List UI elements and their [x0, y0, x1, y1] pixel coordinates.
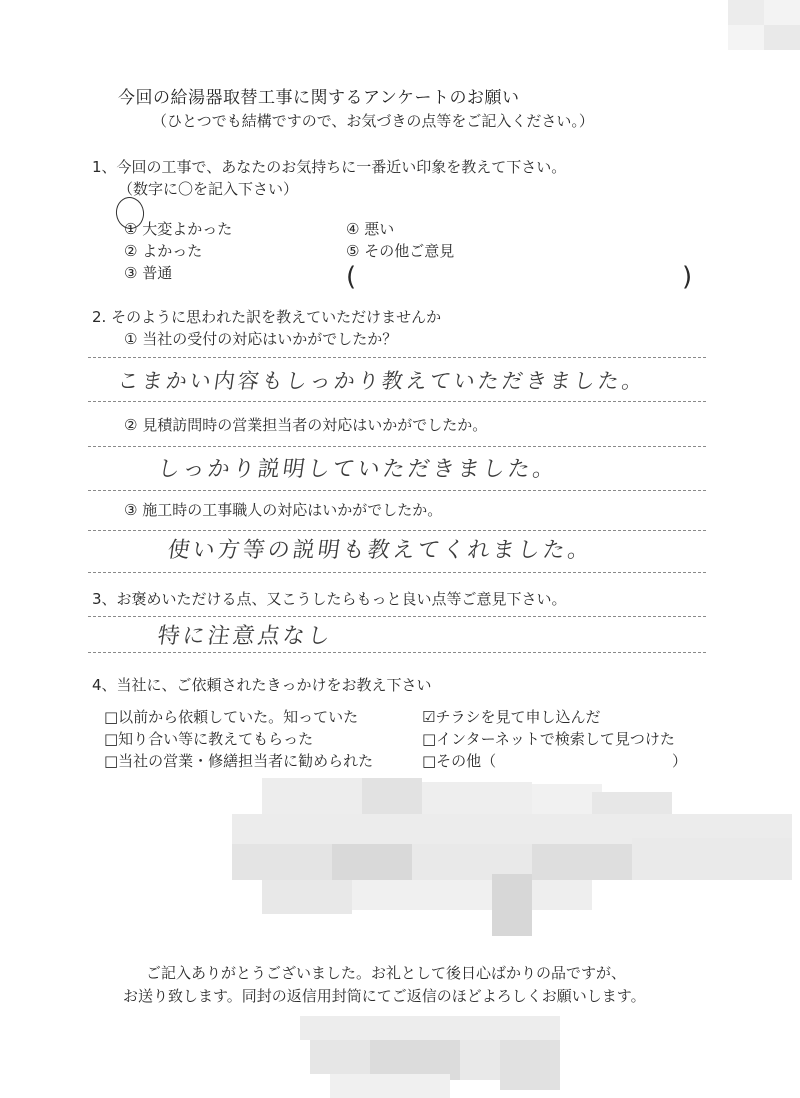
- q4-left-option-3[interactable]: □当社の営業・修繕担当者に勧められた: [104, 752, 374, 770]
- q1-other-close-paren: ): [682, 262, 693, 292]
- q1-option-3[interactable]: ③ 普通: [124, 264, 173, 282]
- q4-right-option-1[interactable]: ☑チラシを見て申し込んだ: [422, 708, 601, 726]
- answer-rule: [88, 652, 706, 653]
- answer-rule: [88, 490, 706, 491]
- q2-sub1: ① 当社の受付の対応はいかがでしたか？: [124, 330, 398, 348]
- q4-right-option-3[interactable]: □その他（: [422, 752, 497, 770]
- survey-title: 今回の給湯器取替工事に関するアンケートのお願い: [118, 88, 520, 108]
- q3-question: 3、お褒めいただける点、又こうしたらもっと良い点等ご意見下さい。: [92, 590, 567, 608]
- q2-answer2-handwriting: しっかり説明していただきました。: [155, 457, 560, 482]
- q4-other-close-paren: ）: [672, 752, 688, 770]
- redacted-personal-info: [232, 778, 792, 936]
- survey-subtitle: （ひとつでも結構ですので、お気づきの点等をご記入ください。）: [152, 112, 594, 130]
- q4-right-option-2[interactable]: □インターネットで検索して見つけた: [422, 730, 675, 748]
- q3-answer-handwriting: 特に注意点なし: [155, 624, 335, 649]
- q1-instruction: （数字に〇を記入下さい）: [118, 180, 299, 198]
- answer-rule: [88, 446, 706, 447]
- q2-question: 2. そのように思われた訳を教えていただけませんか: [92, 308, 442, 326]
- closing-line-2: お送り致します。同封の返信用封筒にてご返信のほどよろしくお願いします。: [123, 987, 646, 1005]
- q4-left-option-1[interactable]: □以前から依頼していた。知っていた: [104, 708, 359, 726]
- q1-option-5[interactable]: ⑤ その他ご意見: [346, 242, 455, 260]
- redacted-corner: [728, 0, 800, 50]
- q1-option-4[interactable]: ④ 悪い: [346, 220, 395, 238]
- answer-rule: [88, 401, 706, 402]
- answer-rule: [88, 616, 706, 617]
- answer-rule: [88, 530, 706, 531]
- q1-question: 1、今回の工事で、あなたのお気持ちに一番近い印象を教えて下さい。: [92, 158, 567, 176]
- q1-option-2[interactable]: ② よかった: [124, 242, 203, 260]
- redacted-footer: [300, 1016, 560, 1098]
- q2-sub2: ② 見積訪問時の営業担当者の対応はいかがでしたか。: [124, 416, 488, 434]
- q2-answer1-handwriting: こまかい内容もしっかり教えていただきました。: [116, 369, 648, 393]
- q4-question: 4、当社に、ご依頼されたきっかけをお教え下さい: [92, 676, 432, 694]
- q1-other-open-paren: (: [346, 262, 357, 292]
- q2-sub3: ③ 施工時の工事職人の対応はいかがでしたか。: [124, 501, 443, 519]
- q4-left-option-2[interactable]: □知り合い等に教えてもらった: [104, 730, 314, 748]
- q2-answer3-handwriting: 使い方等の説明も教えてくれました。: [165, 538, 595, 563]
- closing-line-1: ご記入ありがとうございました。お礼として後日心ばかりの品ですが、: [146, 964, 627, 982]
- answer-rule: [88, 357, 706, 358]
- answer-rule: [88, 572, 706, 573]
- q1-option-1[interactable]: ① 大変よかった: [124, 220, 233, 238]
